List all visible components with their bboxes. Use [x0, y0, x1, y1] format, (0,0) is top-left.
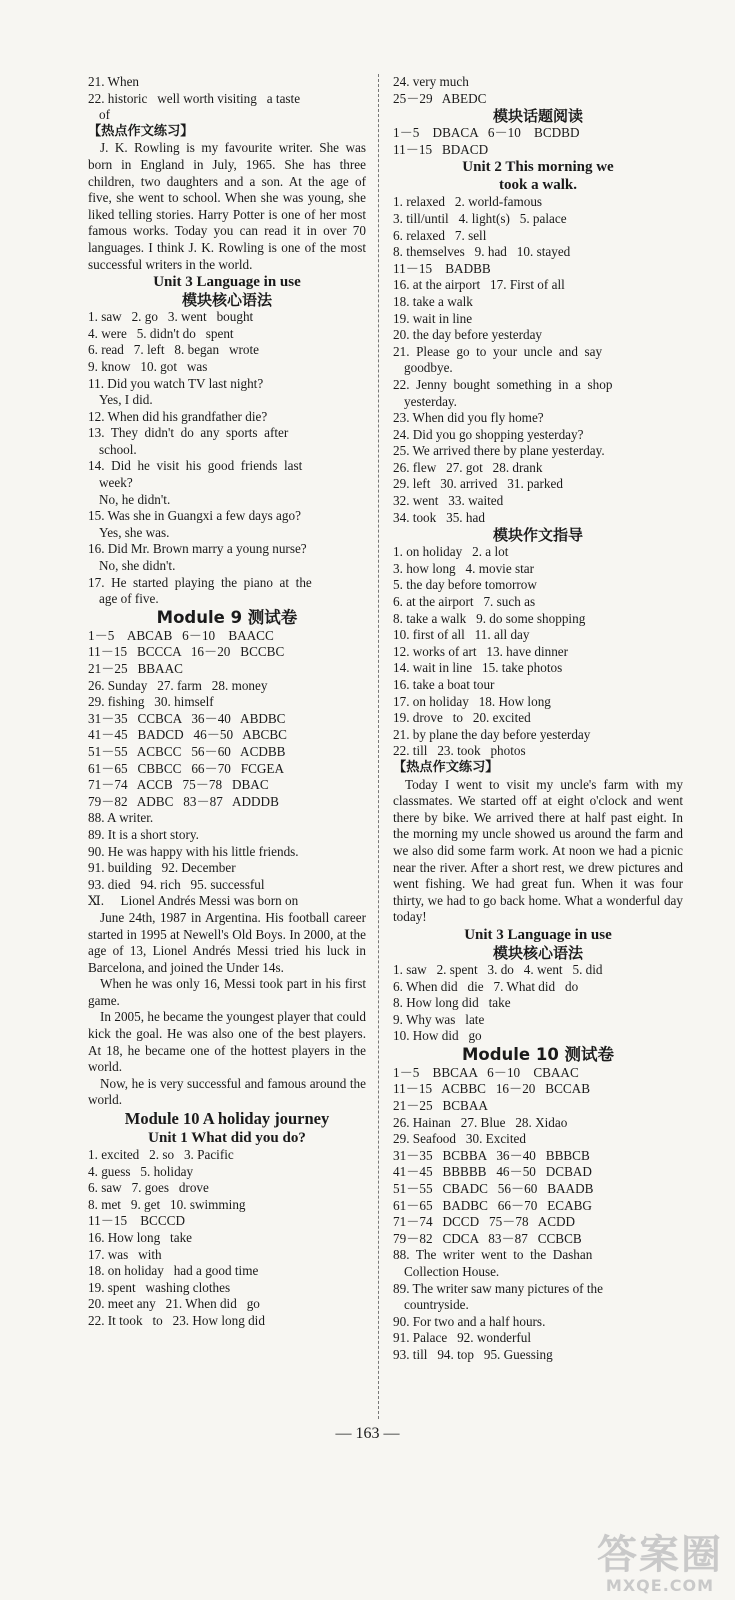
answer-line: 90. For two and a half hours. — [393, 1313, 546, 1329]
answer-line: 88. A writer. — [88, 810, 154, 826]
answer-line: 25. We arrived there by plane yesterday. — [393, 443, 605, 459]
page-number: — 163 — — [335, 1425, 400, 1442]
right-column — [393, 74, 683, 1364]
answer-line: 51－55 ACBCC 56－60 ACDBB — [88, 743, 286, 759]
answer-line: 11－15 BCCCD — [88, 1213, 185, 1229]
answer-line: 12. When did his grandfather die? — [88, 408, 268, 424]
answer-line: 16. Did Mr. Brown marry a young nurse? — [88, 541, 307, 557]
answer-line: 6. relaxed 7. sell — [393, 227, 487, 243]
answer-line: 12. works of art 13. have dinner — [393, 643, 569, 659]
answer-line: 21. Please go to your uncle and say — [393, 343, 603, 359]
answer-line-continued: Collection House. — [404, 1264, 500, 1279]
answer-line-continued: yesterday. — [404, 393, 457, 409]
answer-line: 1. saw 2. go 3. went bought — [88, 309, 254, 325]
answer-line: 14. wait in line 15. take photos — [393, 660, 563, 676]
answer-line: 1. relaxed 2. world-famous — [393, 194, 543, 210]
answer-line-continued: Yes, she was. — [99, 524, 170, 540]
answer-line: 22. Jenny bought something in a shop — [393, 376, 613, 392]
section-heading: Unit 3 Language in use — [153, 274, 301, 291]
answer-line: 10. How did go — [393, 1028, 482, 1044]
answer-line: 13. They didn't do any sports after — [88, 425, 289, 441]
answer-line: 3. how long 4. movie star — [393, 560, 535, 576]
answer-line: 6. When did die 7. What did do — [393, 978, 579, 994]
answer-line: 16. How long take — [88, 1230, 193, 1245]
answer-line-continued: No, he didn't. — [99, 491, 171, 507]
module-heading: Module 10 测试卷 — [461, 1044, 615, 1064]
answer-line: 19. drove to 20. excited — [393, 710, 531, 726]
answer-line-continued: age of five. — [99, 591, 159, 607]
answer-line: 32. went 33. waited — [393, 493, 504, 509]
answer-line-continued: goodbye. — [404, 360, 453, 376]
column-divider — [378, 74, 379, 1419]
answer-line-continued: No, she didn't. — [99, 558, 176, 574]
section-heading: Unit 1 What did you do? — [148, 1130, 306, 1147]
watermark-url: MXQE.COM — [605, 1576, 715, 1595]
answer-line: 1. on holiday 2. a lot — [393, 544, 509, 560]
essay-paragraph: J. K. Rowling is my favourite writer. She was born in England in July, 1965. She has three children, two daughters and a son. At the age of five, she went to school. When she was young, she liked telling stories. Harry Potter is one of her most famous works. Today you can read it in over 70 languages. I think J. K. Rowling is one of the most successful writers in the world. — [88, 140, 366, 272]
answer-line: 91. building 92. December — [88, 860, 236, 876]
answer-line: 79－82 CDCA 83－87 CCBCB — [393, 1230, 582, 1246]
answer-line: 9. Why was late — [393, 1011, 485, 1027]
answer-line-continued: school. — [99, 441, 137, 457]
section-label: 【热点作文练习】 — [88, 123, 194, 139]
essay-paragraph: When he was only 16, Messi took part in his first game. — [88, 976, 366, 1008]
answer-line: 17. He started playing the piano at the — [88, 574, 312, 590]
answer-line-continued: countryside. — [404, 1297, 469, 1313]
essay-paragraph: June 24th, 1987 in Argentina. His football career started in 1995 at Newell's Old Boys. In 2000, at the age of 13, Lionel Andrés Messi tried his luck in Barcelona, and joined the Under 14s. — [88, 909, 366, 975]
answer-line: 19. spent washing clothes — [88, 1279, 231, 1295]
answer-line: 90. He was happy with his little friends. — [88, 843, 299, 859]
answer-line: 29. Seafood 30. Excited — [393, 1131, 526, 1147]
answer-line: 11－15 BDACD — [393, 141, 489, 157]
answer-line: 1－5 BBCAA 6－10 CBAAC — [393, 1064, 579, 1080]
answer-line: 91. Palace 92. wonderful — [393, 1330, 532, 1346]
answer-line: 25－29 ABEDC — [393, 90, 487, 106]
answer-line: 8. How long did take — [393, 995, 511, 1011]
answer-line: 10. first of all 11. all day — [393, 627, 530, 643]
answer-line: Ⅺ. Lionel Andrés Messi was born on — [88, 893, 299, 909]
answer-line: 18. on holiday had a good time — [88, 1263, 259, 1279]
section-heading: took a walk. — [499, 177, 577, 194]
answer-line: 34. took 35. had — [393, 509, 485, 525]
section-label: 【热点作文练习】 — [393, 759, 499, 775]
answer-line: 61－65 BADBC 66－70 ECABG — [393, 1197, 592, 1213]
essay-paragraph: In 2005, he became the youngest player that could kick the goal. He was also one of the best players. At 18, he became one of the hottest players in the world. — [88, 1009, 366, 1075]
answer-line: 26. Hainan 27. Blue 28. Xidao — [393, 1114, 568, 1130]
answer-line: 31－35 CCBCA 36－40 ABDBC — [88, 710, 286, 726]
answer-line: 21－25 BCBAA — [393, 1098, 488, 1114]
answer-line: 24. Did you go shopping yesterday? — [393, 426, 584, 442]
answer-line: 29. fishing 30. himself — [88, 694, 214, 710]
answer-line: 26. flew 27. got 28. drank — [393, 459, 543, 475]
answer-line: 93. died 94. rich 95. successful — [88, 876, 265, 892]
answer-line: 89. The writer saw many pictures of the — [393, 1280, 603, 1296]
answer-line: 17. on holiday 18. How long — [393, 693, 551, 709]
answer-line: 21－25 BBAAC — [88, 661, 183, 676]
answer-line: 21. When — [88, 74, 140, 89]
answer-line: 6. saw 7. goes drove — [88, 1180, 209, 1196]
section-heading: 模块话题阅读 — [492, 107, 583, 126]
left-column — [88, 74, 366, 1330]
answer-line: 11. Did you watch TV last night? — [88, 375, 264, 391]
answer-line: 31－35 BCBBA 36－40 BBBCB — [393, 1147, 590, 1163]
essay-paragraph: Today I went to visit my uncle's farm with my classmates. We started off at eight o'clock and went there by bike. We arrived there at half past eight. In the morning my uncle showed us around the farm and we also did some farm work. At noon we had a picnic near the river. After a short rest, we drew pictures and went fishing. We had great fun. When it was four thirty, we had to go back home. What a wonderful day today! — [393, 776, 683, 925]
answer-line: 11－15 BADBB — [393, 260, 491, 276]
watermark-logo — [597, 1534, 723, 1595]
answer-line: 1. excited 2. so 3. Pacific — [88, 1147, 234, 1163]
watermark-title: 答案圈 — [597, 1532, 723, 1578]
answer-line: 61－65 CBBCC 66－70 FCGEA — [88, 760, 285, 776]
answer-line: 93. till 94. top 95. Guessing — [393, 1346, 553, 1362]
module-heading: Module 10 A holiday journey — [124, 1109, 330, 1129]
answer-line: 22. till 23. took photos — [393, 743, 526, 759]
answer-line: 4. were 5. didn't do spent — [88, 325, 234, 341]
answer-line: 14. Did he visit his good friends last — [88, 458, 303, 474]
answer-line: 18. take a walk — [393, 293, 473, 309]
answer-line: 6. read 7. left 8. began wrote — [88, 342, 260, 358]
answer-line: 6. at the airport 7. such as — [393, 594, 536, 610]
answer-line: 4. guess 5. holiday — [88, 1163, 194, 1179]
section-heading: Unit 3 Language in use — [464, 926, 612, 943]
answer-line: 15. Was she in Guangxi a few days ago? — [88, 508, 301, 524]
answer-line: 23. When did you fly home? — [393, 410, 544, 426]
answer-line: 20. meet any 21. When did go — [88, 1296, 260, 1312]
answer-line: 41－45 BBBBB 46－50 DCBAD — [393, 1164, 592, 1180]
answer-line: 8. take a walk 9. do some shopping — [393, 610, 586, 626]
answer-line: 71－74 ACCB 75－78 DBAC — [88, 777, 269, 793]
section-heading: 模块核心语法 — [181, 291, 272, 310]
answer-line: 88. The writer went to the Dashan — [393, 1247, 593, 1263]
answer-line: 51－55 CBADC 56－60 BAADB — [393, 1181, 594, 1197]
answer-line: 3. till/until 4. light(s) 5. palace — [393, 210, 567, 226]
answer-line: 9. know 10. got was — [88, 358, 208, 374]
answer-line-continued: Yes, I did. — [99, 392, 153, 408]
answer-line: 71－74 DCCD 75－78 ACDD — [393, 1214, 576, 1230]
answer-line: 8. themselves 9. had 10. stayed — [393, 244, 571, 260]
answer-line: 20. the day before yesterday — [393, 327, 543, 343]
answer-line: 16. take a boat tour — [393, 677, 495, 692]
answer-line: 1－5 DBACA 6－10 BCDBD — [393, 125, 580, 141]
answer-line: 11－15 ACBBC 16－20 BCCAB — [393, 1081, 590, 1097]
answer-line-continued: week? — [99, 475, 133, 491]
answer-line: 22. It took to 23. How long did — [88, 1312, 265, 1328]
section-heading: 模块核心语法 — [492, 943, 583, 962]
answer-line: 17. was with — [88, 1246, 162, 1262]
module-heading: Module 9 测试卷 — [156, 607, 298, 627]
section-heading: Unit 2 This morning we — [462, 159, 614, 176]
answer-line: 26. Sunday 27. farm 28. money — [88, 677, 268, 693]
answer-line: 1. saw 2. spent 3. do 4. went 5. did — [393, 961, 603, 977]
essay-paragraph: Now, he is very successful and famous around the world. — [88, 1075, 366, 1108]
answer-line: 1－5 ABCAB 6－10 BAACC — [88, 627, 274, 643]
answer-line: 29. left 30. arrived 31. parked — [393, 476, 563, 492]
answer-line: 21. by plane the day before yesterday — [393, 726, 591, 742]
answer-line: 5. the day before tomorrow — [393, 577, 537, 593]
answer-line: 19. wait in line — [393, 310, 473, 326]
answer-line: 11－15 BCCCA 16－20 BCCBC — [88, 644, 285, 660]
answer-line: 22. historic well worth visiting a taste — [88, 90, 301, 106]
answer-line: 79－82 ADBC 83－87 ADDDB — [88, 793, 279, 809]
answer-line: 16. at the airport 17. First of all — [393, 277, 565, 293]
answer-line: 8. met 9. get 10. swimming — [88, 1196, 246, 1212]
answer-line: 89. It is a short story. — [88, 826, 199, 842]
section-heading: 模块作文指导 — [492, 526, 583, 545]
answer-line-continued: of — [99, 107, 110, 123]
answer-line: 41－45 BADCD 46－50 ABCBC — [88, 727, 287, 743]
answer-line: 24. very much — [393, 74, 469, 89]
